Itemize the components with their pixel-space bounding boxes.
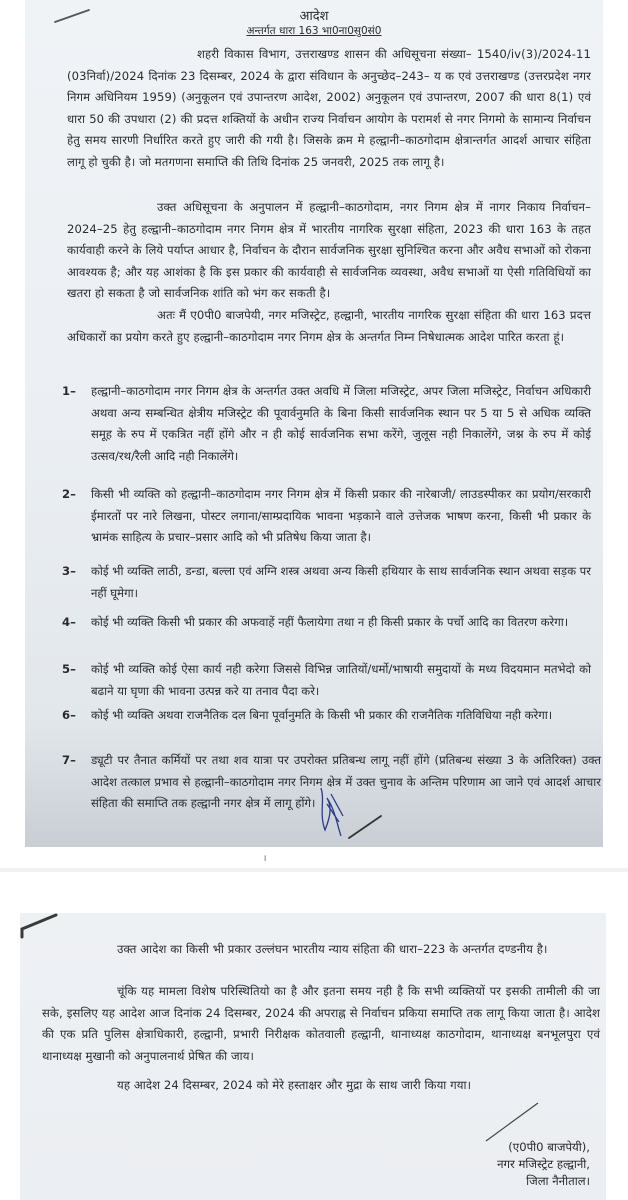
item-number: 4– — [62, 615, 76, 629]
document-title: आदेश — [299, 9, 329, 24]
item-text: कोई भी व्यक्ति लाठी, डन्डा, बल्ला एवं अग्नि शस्त्र अथवा अन्य किसी हथियार के साथ सार्वजनिक स्थान अथवा सड़क पर नहीं घूमेगा। — [91, 564, 591, 600]
signatory-designation: नगर मजिस्ट्रेट हल्द्वानी, — [497, 1157, 590, 1171]
document-page-2 — [20, 913, 606, 1200]
applicability-paragraph: चूंकि यह मामला विशेष परिस्थितियो का है और इतना समय नही है कि सभी व्यक्तियों पर इसकी तामीली की जा सके, इसलिए यह आदेश आज दिनांक 24 दिसम्बर, 2024 की अपराह्न से निर्वाचन प्रकिया समाप्ति तक लागू किया जाता है। आदेश की एक प्रति पुलिस क्षेत्राधिकारी, हल्द्वानी, प्रभारी निरीक्षक कोतवाली हल्द्वानी, थानाध्यक्ष काठगोदाम, थानाध्यक्ष बनभूलपुरा एवं थानाध्यक्ष मुखानी को अनुपालनार्थ प्रेषित की जाय। — [42, 984, 601, 1063]
intro-paragraph: शहरी विकास विभाग, उत्तराखण्ड शासन की अधिसूचना संख्या– 1540/iv(3)/2024-11 (03निर्वा)/2024 दिनांक 23 दिसम्बर, 2024 के द्वारा संविधान के अनुच्छेद–243– य क एवं उत्तराखण्ड (उत्तरप्रदेश नगर निगम अधिनियम 1959) (अनुकूलन एवं उपान्तरण आदेश, 2002) अनुकूलन एवं उपान्तरण, 2007 की धारा 8(1) एवं धारा 50 की उपधारा (2) की प्रदत्त शक्तियों के अधीन राज्य निर्वाचन आयोग के परामर्श से नगर निगमो के सामान्य निर्वाचन हेतु समय सारणी निर्धारित करते हुए जारी की गयी है। जिसके क्रम मे हल्द्वानी–काठगोदाम क्षेत्रान्तर्गत आदर्श आचार संहिता लागू हो चुकी है। जो मतगणना समाप्ति की तिथि दिनांक 25 जनवरी, 2025 तक लागू है। — [67, 47, 591, 169]
item-number: 1– — [62, 384, 76, 398]
item-number: 5– — [62, 662, 76, 676]
item-text: किसी भी व्यक्ति को हल्द्वानी–काठगोदाम नगर निगम क्षेत्र में किसी प्रकार की नारेबाजी/ लाउडस्पीकर का प्रयोग/सरकारी ईमारतों पर नारे लिखना, पोस्टर लगाना/साम्प्रदायिक भावना भड़काने वाले उत्तेजक भाषण करना, किसी भी प्रकार के भ्रामंक साहित्य के प्रचार–प्रसार आदि को भी प्रतिषेध किया जाता है। — [91, 487, 591, 544]
document-page-1 — [25, 0, 603, 847]
second-paragraph: उक्त अधिसूचना के अनुपालन में हल्द्वानी–काठगोदाम, नगर निगम क्षेत्र में नागर निकाय निर्वाचन–2024–25 हेतु हल्द्वानी–काठगोदाम नगर निगम क्षेत्र में भारतीय नागरिक सुरक्षा संहिता, 2023 की धारा 163 के तहत कार्यवाही करने के लिये पर्याप्त आधार है, निर्वाचन के दौरान सार्वजनिक सुरक्षा सुनिश्चित करना और अवैध सभाओं को रोकना आवश्यक है; और यह आशंका है कि इस प्रकार की कार्यवाही से सार्वजनिक व्यवस्था, अवैध सभाओं या ऐसी गतिविधियों का खतरा हो सकता है जो सार्वजनिक शांति को भंग कर सकती है। — [67, 200, 591, 300]
issuance-paragraph: यह आदेश 24 दिसम्बर, 2024 को मेरे हस्ताक्षर और मुद्रा के साथ जारी किया गया। — [117, 1078, 472, 1092]
page-separator — [0, 868, 628, 872]
third-paragraph: अतः मैं ए0पी0 बाजपेयी, नगर मजिस्ट्रेट, हल्द्वानी, भारतीय नागरिक सुरक्षा संहिता की धारा 163 प्रदत्त अधिकारों का प्रयोग करते हुए हल्द्वानी–काठगोदाम नगर निगम क्षेत्र के अन्तर्गत निम्न निषेधात्मक आदेश पारित करता हूं। — [67, 308, 591, 344]
item-text: कोई भी व्यक्ति कोई ऐसा कार्य नही करेगा जिससे विभिन्न जातियों/धर्मो/भाषायी समुदायों के मध्य विदयमान मतभेदो को बढाने या घृणा की भावना उत्पन्न करे या तनाव पैदा करे। — [91, 662, 591, 698]
item-text: ड्यूटी पर तैनात कर्मियों पर तथा शव यात्रा पर उपरोक्त प्रतिबन्ध लागू नहीं होंगे (प्रतिबन्ध संख्या 3 के अतिरिक्त) उक्त आदेश तत्काल प्रभाव से हल्द्वानी–काठगोदाम नगर निगम क्षेत्र में उक्त चुनाव के अन्तिम परिणाम आ जाने एवं आदर्श आचार संहिता की समाप्ति तक हल्द्वानी नगर क्षेत्र में लागू होंगे। — [91, 753, 601, 810]
signatory-district: जिला नैनीताल। — [526, 1174, 590, 1188]
penalty-paragraph: उक्त आदेश का किसी भी प्रकार उल्लंघन भारतीय न्याय संहिता की धारा–223 के अन्तर्गत दण्डनीय है। — [117, 942, 548, 956]
signature-block — [390, 1139, 590, 1190]
item-number: 6– — [62, 708, 76, 722]
signature-icon — [313, 780, 393, 842]
signatory-name: (ए0पी0 बाजपेयी), — [508, 1140, 590, 1154]
item-number: 7– — [62, 753, 76, 767]
item-text: हल्द्वानी–काठगोदाम नगर निगम क्षेत्र के अन्तर्गत उक्त अवधि में जिला मजिस्ट्रेट, अपर जिला मजिस्ट्रेट, निर्वाचन अधिकारी अथवा अन्य सम्बन्धित क्षेत्रीय मजिस्ट्रेट की पूवार्वनुमति के बिना किसी सार्वजनिक स्थान पर 5 या 5 से अधिक व्यक्ति समूह के रुप में एकत्रित नहीं होंगे और न ही कोई सार्वजनिक सभा करेंगे, जुलूस नही निकालेंगे, जश्न के रुप में कोई उत्सव/रथ/रैली आदि नही निकालेंगे। — [91, 384, 591, 463]
item-number: 2– — [62, 487, 76, 501]
item-number: 3– — [62, 564, 76, 578]
page-mark: । — [263, 854, 267, 864]
item-text: कोई भी व्यक्ति किसी भी प्रकार की अफवाहें नहीं फैलायेगा तथा न ही किसी प्रकार के पर्चो आदि का वितरण करेगा। — [91, 615, 569, 629]
item-text: कोई भी व्यक्ति अथवा राजनैतिक दल बिना पूर्वानुमति के किसी भी प्रकार की राजनैतिक गतिविधिया नही करेगा। — [91, 708, 553, 722]
document-subtitle: अन्तर्गत धारा 163 भा0ना0सु0सं0 — [246, 25, 382, 37]
pen-mark-icon — [20, 913, 60, 939]
